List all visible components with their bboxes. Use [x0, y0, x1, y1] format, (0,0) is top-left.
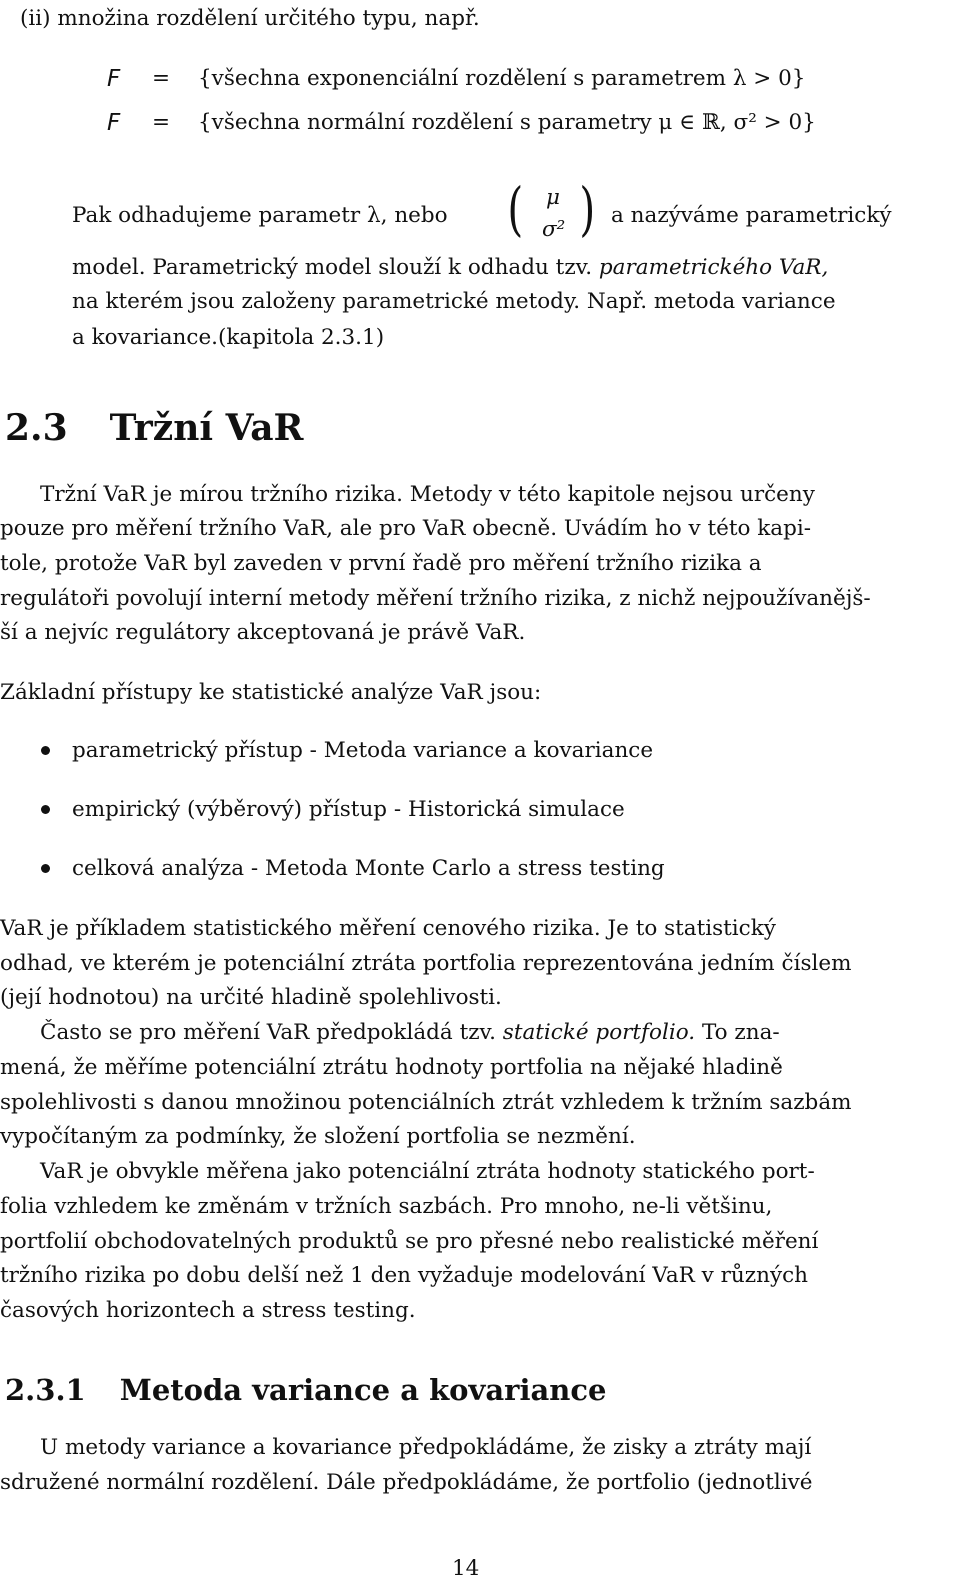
- formula-rhs: {všechna exponenciální rozdělení s parametrem λ > 0}: [198, 66, 806, 91]
- paragraph-approaches-intro: Základní přístupy ke statistické analýze VaR jsou:: [0, 680, 542, 705]
- vector-top: μ: [546, 185, 560, 210]
- text-line: vypočítaným za podmínky, že složení portfolia se nezmění.: [0, 1124, 636, 1149]
- family-symbol: F: [107, 110, 121, 136]
- formula-rhs: {všechna normální rozdělení s parametry μ ∈ ℝ, σ² > 0}: [198, 110, 816, 135]
- section-title: Tržní VaR: [109, 407, 304, 449]
- text-line: folia vzhledem ke změnám v tržních sazbách. Pro mnoho, ne-li většinu,: [0, 1194, 773, 1219]
- italic-term: parametrického VaR,: [598, 255, 829, 280]
- text-line: tržního rizika po dobu delší než 1 den vyžaduje modelování VaR v různých: [0, 1263, 808, 1288]
- text-run: a nazýváme parametrický: [611, 203, 892, 228]
- text-run: Pak odhadujeme parametr λ, nebo: [72, 203, 448, 228]
- text-line: na kterém jsou založeny parametrické metody. Např. metoda variance: [72, 289, 836, 314]
- text-line: U metody variance a kovariance předpokládáme, že zisky a ztráty mají: [40, 1435, 812, 1460]
- text-line: [72, 257, 828, 279]
- section-heading: [5, 407, 304, 449]
- text-line: Tržní VaR je mírou tržního rizika. Metody v této kapitole nejsou určeny: [40, 482, 815, 507]
- subsection-heading: [5, 1373, 607, 1407]
- italic-term: statické portfolio.: [502, 1020, 696, 1045]
- text-run: model. Parametrický model slouží k odhadu tzv.: [72, 255, 599, 280]
- text-line: tole, protože VaR byl zaveden v první řadě pro měření tržního rizika a: [0, 551, 762, 576]
- list-item-text: empirický (výběrový) přístup - Historická simulace: [72, 797, 625, 822]
- vector-bottom: σ²: [542, 217, 566, 242]
- text-run: To zna-: [695, 1020, 780, 1045]
- list-item-ii: (ii) množina rozdělení určitého typu, např.: [20, 6, 480, 31]
- text-run: Často se pro měření VaR předpokládá tzv.: [40, 1020, 503, 1045]
- text-line: portfolií obchodovatelných produktů se pro přesné nebo realistické měření: [0, 1229, 819, 1254]
- text-line: časových horizontech a stress testing.: [0, 1298, 416, 1323]
- equals-sign: =: [152, 110, 171, 135]
- list-item-text: celková analýza - Metoda Monte Carlo a stress testing: [72, 856, 665, 881]
- family-symbol: F: [107, 66, 121, 92]
- text-line: VaR je příkladem statistického měření cenového rizika. Je to statistický: [0, 916, 776, 941]
- equals-sign: =: [152, 66, 171, 91]
- page-number: 14: [452, 1556, 480, 1581]
- text-line: sdružené normální rozdělení. Dále předpokládáme, že portfolio (jednotlivé: [0, 1470, 813, 1495]
- text-line: [40, 1022, 780, 1044]
- bullet-icon: [41, 805, 50, 814]
- text-line: VaR je obvykle měřena jako potenciální ztráta hodnoty statického port-: [40, 1159, 815, 1184]
- subsection-title: Metoda variance a kovariance: [119, 1373, 607, 1407]
- text-line: ší a nejvíc regulátory akceptovaná je právě VaR.: [0, 620, 526, 645]
- text-line: regulátoři povolují interní metody měření tržního rizika, z nichž nejpoužívanějš-: [0, 586, 871, 611]
- subsection-number: 2.3.1: [5, 1373, 86, 1407]
- text-line: pouze pro měření tržního VaR, ale pro VaR obecně. Uvádím ho v této kapi-: [0, 516, 812, 541]
- text-line: spolehlivosti s danou množinou potenciálních ztrát vzhledem k tržním sazbám: [0, 1090, 852, 1115]
- list-item-text: parametrický přístup - Metoda variance a kovariance: [72, 738, 654, 763]
- text-line: (její hodnotou) na určité hladině spolehlivosti.: [0, 985, 502, 1010]
- left-paren: (: [507, 175, 524, 243]
- text-line: odhad, ve kterém je potenciální ztráta portfolia reprezentována jedním číslem: [0, 951, 852, 976]
- bullet-icon: [41, 864, 50, 873]
- right-paren: ): [579, 175, 596, 243]
- bullet-icon: [41, 746, 50, 755]
- text-line: mená, že měříme potenciální ztrátu hodnoty portfolia na nějaké hladině: [0, 1055, 783, 1080]
- text-line: a kovariance.(kapitola 2.3.1): [72, 325, 385, 350]
- section-number: 2.3: [5, 407, 68, 449]
